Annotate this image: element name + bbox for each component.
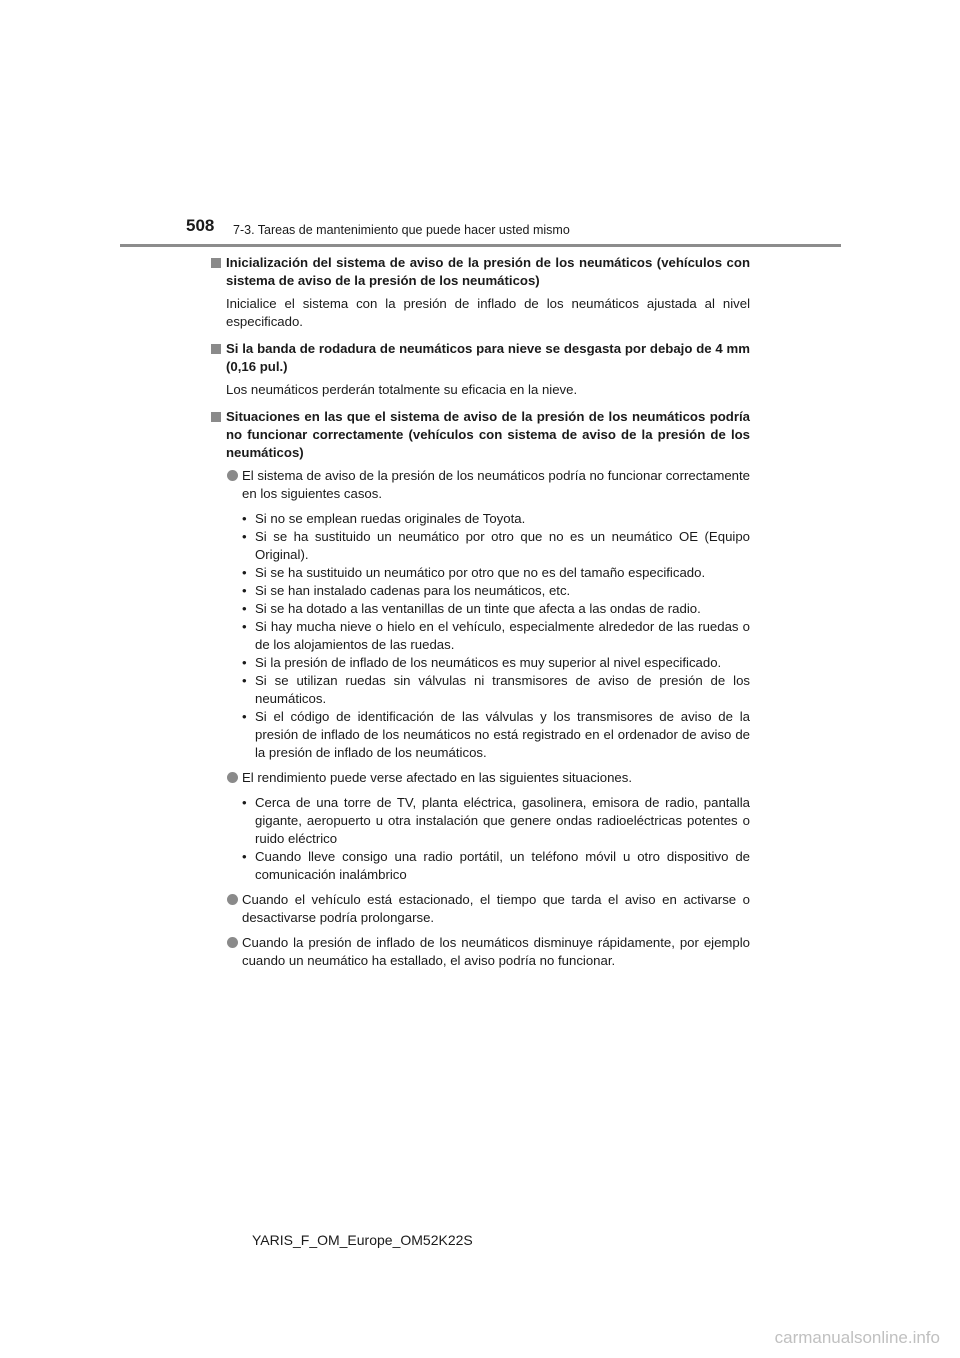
document-code: YARIS_F_OM_Europe_OM52K22S bbox=[252, 1232, 473, 1248]
list-item bbox=[226, 467, 750, 762]
section-heading: Inicialización del sistema de aviso de la presión de los neumáticos (vehículos con sistema de aviso de la presión de los neumáticos) bbox=[226, 255, 750, 288]
section-body: Inicialice el sistema con la presión de inflado de los neumáticos ajustada al nivel especificado. bbox=[226, 296, 750, 329]
list-item-text: El rendimiento puede verse afectado en las siguientes situaciones. bbox=[242, 770, 633, 785]
page-header bbox=[0, 0, 960, 250]
square-bullet-icon bbox=[211, 258, 221, 268]
bullet-dot-icon: • bbox=[242, 709, 247, 724]
bullet-list bbox=[242, 510, 750, 762]
bullet-list bbox=[242, 794, 750, 884]
bullet-dot-icon: • bbox=[242, 795, 247, 810]
section-tpws-initialization bbox=[210, 254, 750, 331]
list-item bbox=[226, 934, 750, 970]
section-heading: Situaciones en las que el sistema de aviso de la presión de los neumáticos podría no funcionar correctamente (vehículos con sistema de aviso de la presión de los neumáticos) bbox=[226, 409, 750, 460]
circle-bullet-icon bbox=[227, 772, 238, 783]
page-content bbox=[210, 254, 750, 979]
circle-bullet-icon bbox=[227, 470, 238, 481]
bullet-item: • Si la presión de inflado de los neumáticos es muy superior al nivel especificado. bbox=[242, 655, 722, 670]
bullet-dot-icon: • bbox=[242, 619, 247, 634]
bullet-dot-icon: • bbox=[242, 655, 247, 670]
list-item bbox=[226, 769, 750, 884]
bullet-dot-icon: • bbox=[242, 601, 247, 616]
section-heading: Si la banda de rodadura de neumáticos para nieve se desgasta por debajo de 4 mm (0,16 pul.) bbox=[226, 341, 750, 374]
bullet-item: • Si se utilizan ruedas sin válvulas ni transmisores de aviso de presión de los neumáticos. bbox=[242, 673, 750, 706]
circle-bullet-icon bbox=[227, 937, 238, 948]
circle-bullet-icon bbox=[227, 894, 238, 905]
bullet-dot-icon: • bbox=[242, 529, 247, 544]
bullet-item: • Si se ha sustituido un neumático por otro que no es del tamaño especificado. bbox=[242, 565, 706, 580]
section-body: Los neumáticos perderán totalmente su eficacia en la nieve. bbox=[226, 382, 578, 397]
bullet-item: • Si el código de identificación de las válvulas y los transmisores de aviso de la presión de inflado de los neumáticos no está registrado en el ordenador de aviso de la presión de inflado de los neumáticos. bbox=[242, 709, 750, 760]
bullet-dot-icon: • bbox=[242, 849, 247, 864]
bullet-dot-icon: • bbox=[242, 583, 247, 598]
bullet-dot-icon: • bbox=[242, 511, 247, 526]
list-item-text: Cuando el vehículo está estacionado, el tiempo que tarda el aviso en activarse o desactivarse podría prolongarse. bbox=[242, 892, 750, 925]
bullet-item: • Si se ha dotado a las ventanillas de un tinte que afecta a las ondas de radio. bbox=[242, 601, 701, 616]
bullet-item: • Si se ha sustituido un neumático por otro que no es un neumático OE (Equipo Original). bbox=[242, 529, 750, 562]
section-snow-tire-wear bbox=[210, 340, 750, 399]
bullet-item: • Cerca de una torre de TV, planta eléctrica, gasolinera, emisora de radio, pantalla gigante, aeropuerto u otra instalación que genere ondas radioeléctricas potentes o ruido eléctrico bbox=[242, 795, 750, 846]
square-bullet-icon bbox=[211, 344, 221, 354]
bullet-item: • Si se han instalado cadenas para los neumáticos, etc. bbox=[242, 583, 571, 598]
page-number: 508 bbox=[186, 216, 215, 235]
bullet-dot-icon: • bbox=[242, 673, 247, 688]
list-item-text: El sistema de aviso de la presión de los neumáticos podría no funcionar correctamente en los siguientes casos. bbox=[242, 468, 750, 501]
square-bullet-icon bbox=[211, 412, 221, 422]
watermark: carmanualsonline.info bbox=[774, 1328, 940, 1347]
header-rule bbox=[120, 244, 841, 247]
bullet-item: • Cuando lleve consigo una radio portátil, un teléfono móvil u otro dispositivo de comunicación inalámbrico bbox=[242, 849, 750, 882]
bullet-item: • Si no se emplean ruedas originales de Toyota. bbox=[242, 511, 526, 526]
section-tpws-malfunction-situations bbox=[210, 408, 750, 970]
section-title: 7-3. Tareas de mantenimiento que puede hacer usted mismo bbox=[233, 223, 570, 237]
list-item-text: Cuando la presión de inflado de los neumáticos disminuye rápidamente, por ejemplo cuando un neumático ha estallado, el aviso podría no funcionar. bbox=[242, 935, 750, 968]
list-item bbox=[226, 891, 750, 927]
bullet-dot-icon: • bbox=[242, 565, 247, 580]
bullet-item: • Si hay mucha nieve o hielo en el vehículo, especialmente alrededor de las ruedas o de los alojamientos de las ruedas. bbox=[242, 619, 750, 652]
